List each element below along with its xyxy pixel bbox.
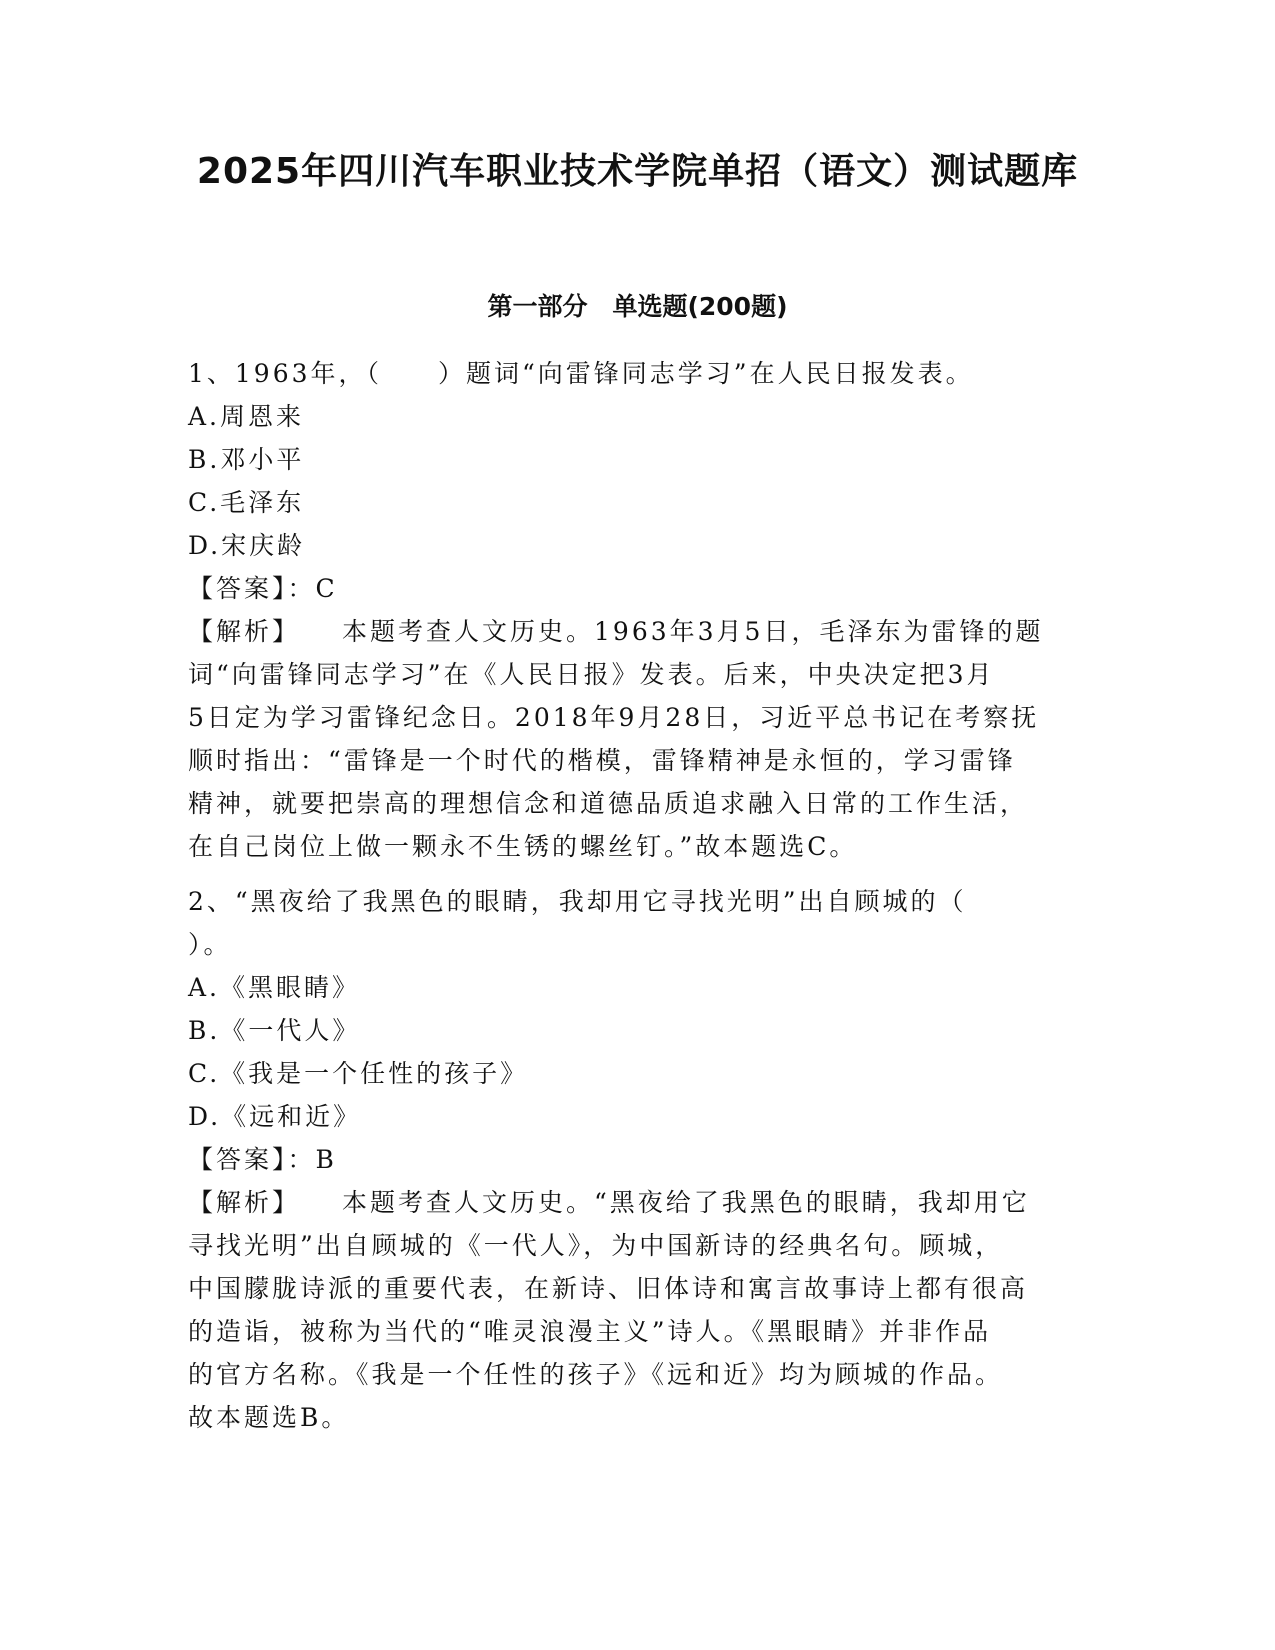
question-2 — [188, 880, 1078, 1439]
option-d: D.《远和近》 — [188, 1102, 362, 1131]
option-d: D.宋庆龄 — [188, 531, 306, 560]
option-b: B.邓小平 — [188, 445, 305, 474]
option-c: C.《我是一个任性的孩子》 — [188, 1059, 529, 1088]
question-stem: ）。 — [188, 930, 232, 959]
analysis-line: 故本题选B。 — [188, 1403, 350, 1432]
answer-label: 【答案】： — [188, 574, 316, 603]
document-title: 2025年四川汽车职业技术学院单招（语文）测试题库 — [196, 151, 1079, 192]
option-a: A.《黑眼睛》 — [188, 973, 361, 1002]
question-stem: 2、“黑夜给了我黑色的眼睛，我却用它寻找光明”出自顾城的（ — [188, 887, 967, 916]
section-heading: 第一部分 单选题(200题) — [487, 292, 788, 321]
answer-value: C — [315, 574, 338, 603]
answer-value: B — [315, 1145, 337, 1174]
analysis-line: 寻找光明”出自顾城的《一代人》，为中国新诗的经典名句。顾城， — [188, 1231, 1004, 1260]
analysis-line — [188, 1181, 1078, 1224]
analysis-line: 的造诣，被称为当代的“唯灵浪漫主义”诗人。《黑眼睛》并非作品 — [188, 1317, 992, 1346]
analysis-line: 5日定为学习雷锋纪念日。2018年9月28日，习近平总书记在考察抚 — [188, 703, 1040, 732]
question-1 — [188, 352, 1078, 868]
question-list — [188, 352, 1078, 1451]
analysis-line: 在自己岗位上做一颗永不生锈的螺丝钉。”故本题选C。 — [188, 832, 858, 861]
analysis-text: 本题考查人文历史。“黑夜给了我黑色的眼睛，我却用它 — [342, 1188, 1030, 1217]
analysis-line: 的官方名称。《我是一个任性的孩子》《远和近》均为顾城的作品。 — [188, 1360, 1004, 1389]
analysis-line — [188, 610, 1078, 653]
question-stem: 1、1963年，（ ）题词“向雷锋同志学习”在人民日报发表。 — [188, 359, 974, 388]
answer-line — [188, 1138, 1078, 1181]
answer-label: 【答案】： — [188, 1145, 316, 1174]
analysis-line: 精神，就要把崇高的理想信念和道德品质追求融入日常的工作生活， — [188, 789, 1029, 818]
analysis-line: 词“向雷锋同志学习”在《人民日报》发表。后来，中央决定把3月 — [188, 660, 995, 689]
answer-line — [188, 567, 1078, 610]
analysis-label: 【解析】 — [188, 1188, 301, 1217]
analysis-line: 顺时指出：“雷锋是一个时代的楷模，雷锋精神是永恒的，学习雷锋 — [188, 746, 1016, 775]
option-b: B.《一代人》 — [188, 1016, 361, 1045]
option-a: A.周恩来 — [188, 402, 305, 431]
analysis-line: 中国朦胧诗派的重要代表，在新诗、旧体诗和寓言故事诗上都有很高 — [188, 1274, 1029, 1303]
analysis-label: 【解析】 — [188, 617, 301, 646]
option-c: C.毛泽东 — [188, 488, 305, 517]
analysis-text: 本题考查人文历史。1963年3月5日，毛泽东为雷锋的题 — [342, 617, 1044, 646]
